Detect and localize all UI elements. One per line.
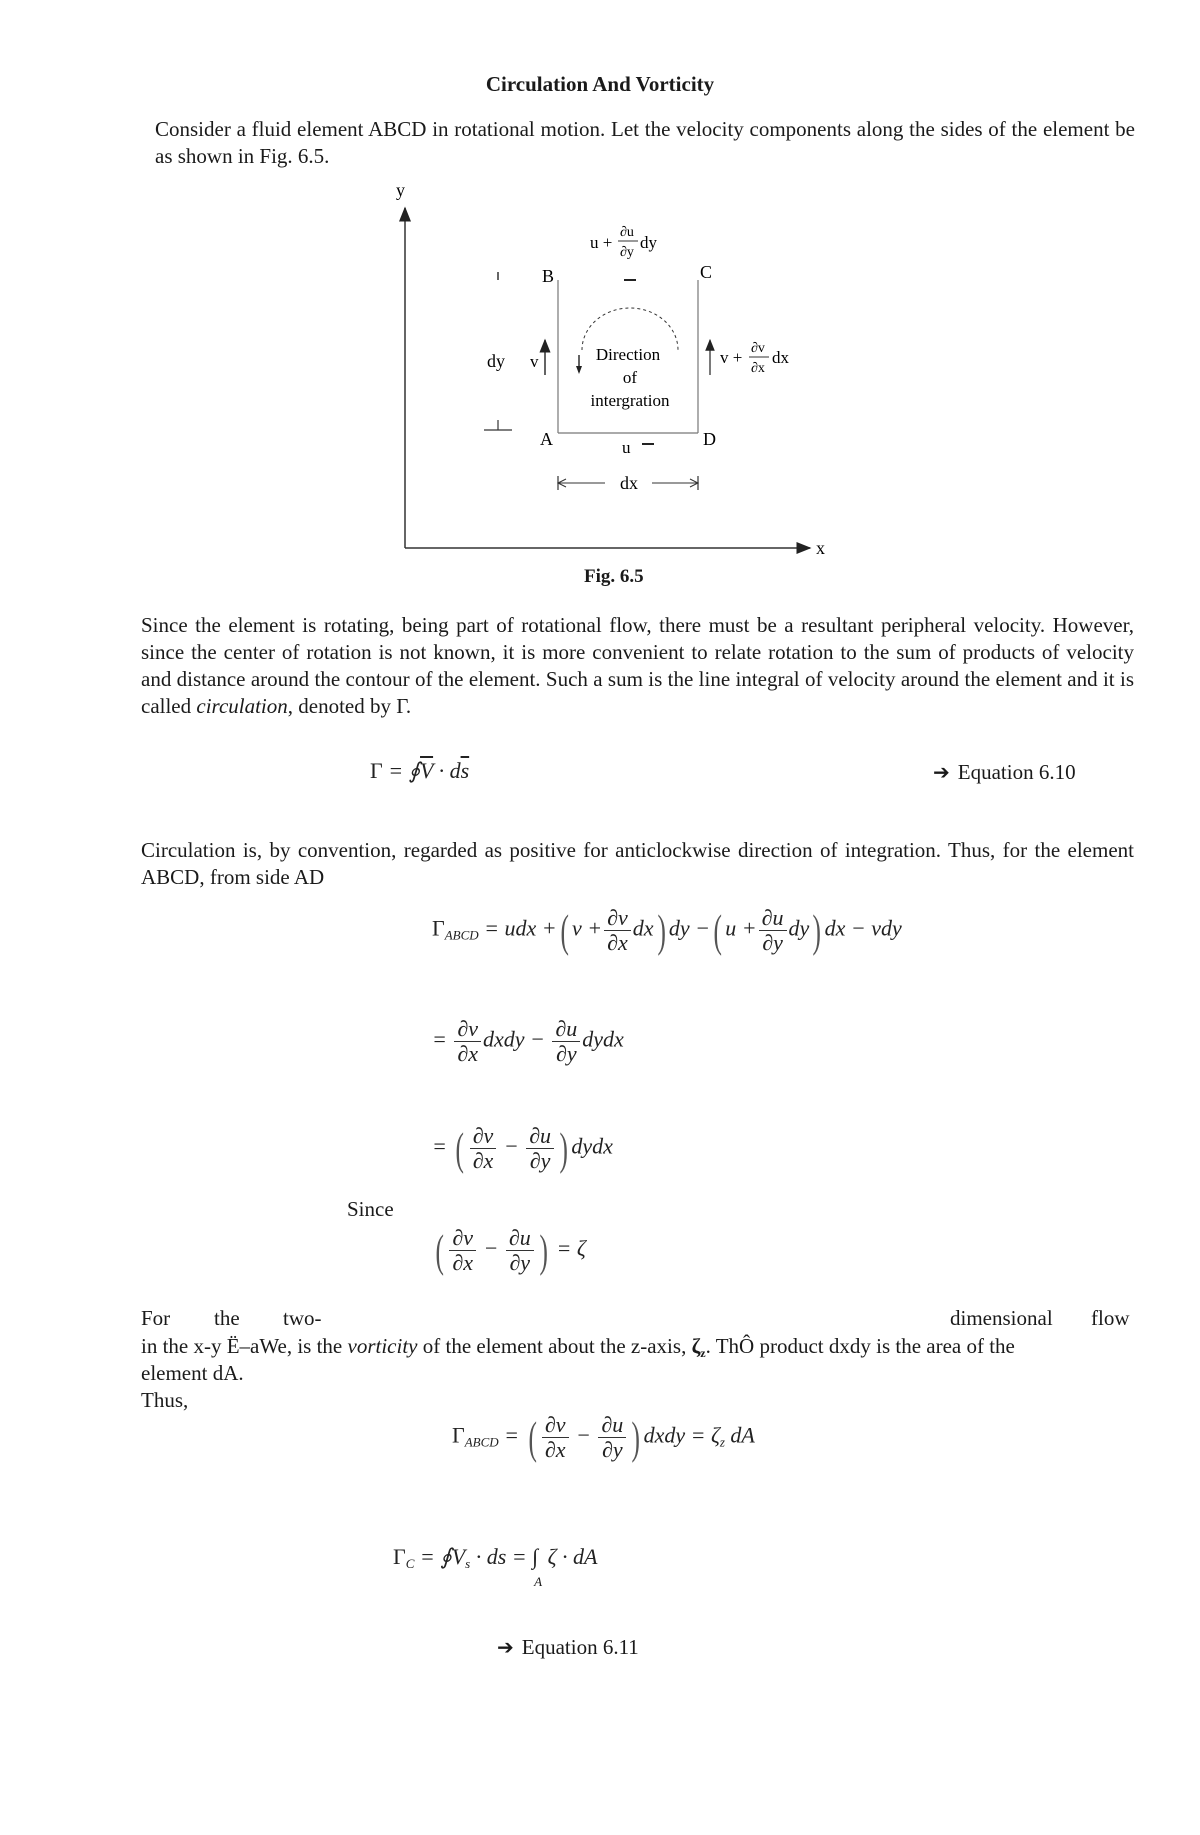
- since-label: Since: [347, 1197, 394, 1221]
- equation-line-2: = $\frac{\partial v}{\partial x}$ dxdy − $\frac{\partial u}{\partial y}$ dydx: [432, 1016, 624, 1066]
- para4-word-flow: flow: [1091, 1306, 1130, 1330]
- vorticity-term: vorticity: [347, 1334, 418, 1358]
- para4-word-dimensional: dimensional: [950, 1306, 1053, 1330]
- corner-d-label: D: [703, 429, 716, 449]
- top-velocity-num: ∂u: [620, 225, 634, 240]
- equation-line-3: = ( $\frac{\partial v}{\partial x}$ − $\frac{\partial u}{\partial y}$ ) dydx: [432, 1122, 613, 1174]
- right-velocity-prefix: v +: [720, 348, 743, 367]
- bottom-velocity-label: u: [622, 438, 631, 457]
- top-velocity-suffix: dy: [640, 233, 657, 252]
- dx-label: dx: [620, 473, 638, 493]
- equation-gamma-abcd-expansion: $\Gamma_{ABCD}$ = udx +( v + $\frac{\partial v}{\partial x}$ dx) dy −( u + $\frac{\partial u}{\partial y}$ dy) dx − vdy: [432, 904, 902, 956]
- corner-b-label: B: [542, 266, 555, 286]
- page-title: Circulation And Vorticity: [485, 72, 715, 96]
- equation-vorticity: ( $\frac{\partial v}{\partial x}$ − $\frac{\partial u}{\partial y}$ ) = ζ: [435, 1224, 586, 1276]
- para4-line4: Thus,: [141, 1388, 189, 1412]
- right-arrow-icon: ➔: [933, 760, 950, 784]
- para4-line3: element dA.: [141, 1361, 244, 1385]
- y-axis-label: y: [396, 180, 405, 200]
- convention-paragraph: Circulation is, by convention, regarded as positive for anticlockwise direction of integration. Thus, for the element ABCD, from side AD: [141, 838, 1134, 889]
- equation-6-10-label: Equation 6.10: [957, 760, 1076, 784]
- direction-label-line2: of: [622, 368, 638, 387]
- zeta-z-symbol: $\zeta_z$: [691, 1334, 706, 1360]
- direction-label-line3: intergration: [590, 391, 670, 410]
- equation-6-11-ref: [497, 1635, 639, 1660]
- right-arrow-icon: ➔: [497, 1635, 514, 1659]
- equation-6-11: $\Gamma_C$ = $∮V_s$ · ds = $\int_A$ ζ · dA: [393, 1544, 598, 1589]
- equation-6-10-ref: [933, 760, 1076, 785]
- circulation-text-a: Since the element is rotating, being part of rotational flow, there must be a resultant peripheral velocity. However, since the center of rotation is not known, it is more convenient to relate rotation to the sum of products of velocity and distance around the contour of the element. Such a sum is the line integral of velocity around the element and it is called: [141, 613, 1134, 718]
- x-axis-label: x: [816, 538, 825, 558]
- circulation-paragraph: [141, 612, 1134, 720]
- circulation-term: circulation: [196, 694, 288, 718]
- para4-word-the: the: [214, 1306, 240, 1330]
- right-velocity-suffix: dx: [772, 348, 789, 367]
- equation-gamma-zeta-da: $\Gamma_{ABCD}$ = ( $\frac{\partial v}{\partial x}$ − $\frac{\partial u}{\partial y}$ ) dxdy = $\zeta_z$ dA: [452, 1411, 755, 1463]
- para4-line2-b: of the element about the z-axis,: [417, 1334, 692, 1358]
- para4-word-for: For: [141, 1306, 171, 1330]
- direction-label-line1: Direction: [595, 345, 661, 364]
- para4-word-two: two-: [283, 1306, 322, 1330]
- intro-paragraph: Consider a fluid element ABCD in rotational motion. Let the velocity components along the sides of the element be as shown in Fig. 6.5.: [155, 117, 1135, 168]
- equation-6-11-label: Equation 6.11: [521, 1635, 639, 1659]
- corner-a-label: A: [540, 429, 553, 449]
- left-velocity-label: v: [530, 352, 539, 371]
- figure-6-5: [380, 180, 825, 560]
- corner-c-label: C: [700, 262, 713, 282]
- circulation-text-b: , denoted by Γ.: [287, 694, 412, 718]
- para4-line2-a: in the x-y Ë–aWe, is the: [141, 1334, 348, 1358]
- top-velocity-den: ∂y: [620, 245, 634, 260]
- integration-arc: [582, 308, 678, 350]
- vorticity-paragraph: [141, 1333, 1134, 1367]
- para4-line2-c: . ThÔ product dxdy is the area of the: [705, 1334, 1015, 1358]
- equation-6-10: $\Gamma = ∮\overline{V} \cdot d\overline{s}$: [370, 758, 470, 783]
- top-velocity-prefix: u +: [590, 233, 613, 252]
- figure-caption: Fig. 6.5: [584, 566, 644, 587]
- right-velocity-num: ∂v: [751, 341, 765, 356]
- right-velocity-den: ∂x: [751, 361, 765, 376]
- dy-label: dy: [487, 351, 505, 371]
